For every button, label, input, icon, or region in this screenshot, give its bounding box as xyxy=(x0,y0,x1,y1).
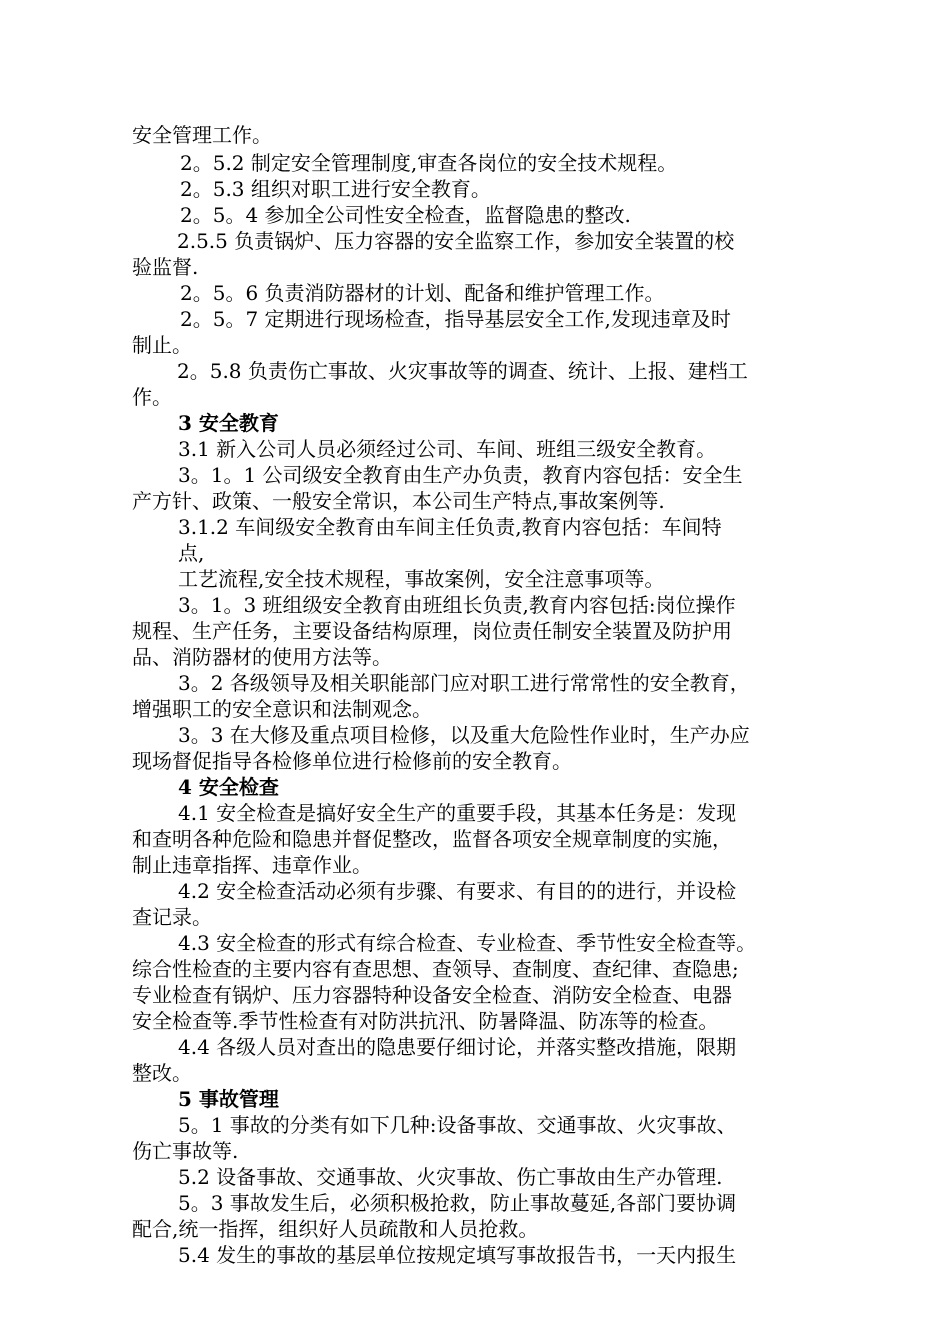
text-line: 安全管理工作。 xyxy=(132,123,272,147)
text-line: 现场督促指导各检修单位进行检修前的安全教育。 xyxy=(132,749,572,773)
section-heading: 5 事故管理 xyxy=(178,1087,279,1111)
text-line: 制止违章指挥、违章作业。 xyxy=(132,853,372,877)
text-line: 5。3 事故发生后，必须积极抢救，防止事故蔓延,各部门要协调 xyxy=(178,1191,737,1215)
text-line: 综合性检查的主要内容有查思想、查领导、查制度、查纪律、查隐患; xyxy=(132,957,739,981)
text-line: 增强职工的安全意识和法制观念。 xyxy=(132,697,432,721)
text-line: 3.1 新入公司人员必须经过公司、车间、班组三级安全教育。 xyxy=(178,437,717,461)
text-line: 3。2 各级领导及相关职能部门应对职工进行常常性的安全教育， xyxy=(178,671,750,695)
text-line: 品、消防器材的使用方法等。 xyxy=(132,645,392,669)
text-line: 3。1。3 班组级安全教育由班组长负责,教育内容包括:岗位操作 xyxy=(178,593,736,617)
text-line: 和查明各种危险和隐患并督促整改，监督各项安全规章制度的实施， xyxy=(132,827,732,851)
text-line: 2。5。7 定期进行现场检查，指导基层安全工作,发现违章及时 xyxy=(180,307,731,331)
text-line: 5.4 发生的事故的基层单位按规定填写事故报告书，一天内报生 xyxy=(178,1243,737,1267)
text-line: 验监督. xyxy=(132,255,199,279)
text-line: 4.4 各级人员对查出的隐患要仔细讨论，并落实整改措施，限期 xyxy=(178,1035,737,1059)
text-line: 伤亡事故等. xyxy=(132,1139,239,1163)
text-line: 点, xyxy=(178,541,205,565)
text-line: 作。 xyxy=(132,385,172,409)
text-line: 查记录。 xyxy=(132,905,212,929)
text-line: 4.1 安全检查是搞好安全生产的重要手段，其基本任务是：发现 xyxy=(178,801,737,825)
text-line: 制止。 xyxy=(132,333,192,357)
text-line: 整改。 xyxy=(132,1061,192,1085)
text-line: 产方针、政策、一般安全常识，本公司生产特点,事故案例等. xyxy=(132,489,665,513)
text-line: 2。5。4 参加全公司性安全检查，监督隐患的整改. xyxy=(180,203,631,227)
text-line: 3。1。1 公司级安全教育由生产办负责，教育内容包括：安全生 xyxy=(178,463,743,487)
section-heading: 4 安全检查 xyxy=(178,775,279,799)
text-line: 配合,统一指挥，组织好人员疏散和人员抢救。 xyxy=(132,1217,539,1241)
text-line: 2。5。6 负责消防器材的计划、配备和维护管理工作。 xyxy=(180,281,665,305)
text-line: 2。5.2 制定安全管理制度,审查各岗位的安全技术规程。 xyxy=(180,151,678,175)
text-line: 5.2 设备事故、交通事故、火灾事故、伤亡事故由生产办管理. xyxy=(178,1165,723,1189)
text-line: 规程、生产任务，主要设备结构原理，岗位责任制安全装置及防护用 xyxy=(132,619,732,643)
text-line: 4.3 安全检查的形式有综合检查、专业检查、季节性安全检查等。 xyxy=(178,931,757,955)
section-heading: 3 安全教育 xyxy=(178,411,279,435)
text-line: 2。5.3 组织对职工进行安全教育。 xyxy=(180,177,491,201)
text-line: 2.5.5 负责锅炉、压力容器的安全监察工作，参加安全装置的校 xyxy=(177,229,735,253)
text-line: 安全检查等.季节性检查有对防洪抗汛、防暑降温、防冻等的检查。 xyxy=(132,1009,719,1033)
text-line: 5。1 事故的分类有如下几种:设备事故、交通事故、火灾事故、 xyxy=(178,1113,737,1137)
text-line: 4.2 安全检查活动必须有步骤、有要求、有目的的进行，并设检 xyxy=(178,879,737,903)
text-line: 工艺流程,安全技术规程，事故案例，安全注意事项等。 xyxy=(178,567,665,591)
text-line: 2。5.8 负责伤亡事故、火灾事故等的调查、统计、上报、建档工 xyxy=(177,359,748,383)
text-line: 专业检查有锅炉、压力容器特种设备安全检查、消防安全检查、电器 xyxy=(132,983,732,1007)
text-line: 3.1.2 车间级安全教育由车间主任负责,教育内容包括：车间特 xyxy=(178,515,722,539)
text-line: 3。3 在大修及重点项目检修，以及重大危险性作业时，生产办应 xyxy=(178,723,750,747)
